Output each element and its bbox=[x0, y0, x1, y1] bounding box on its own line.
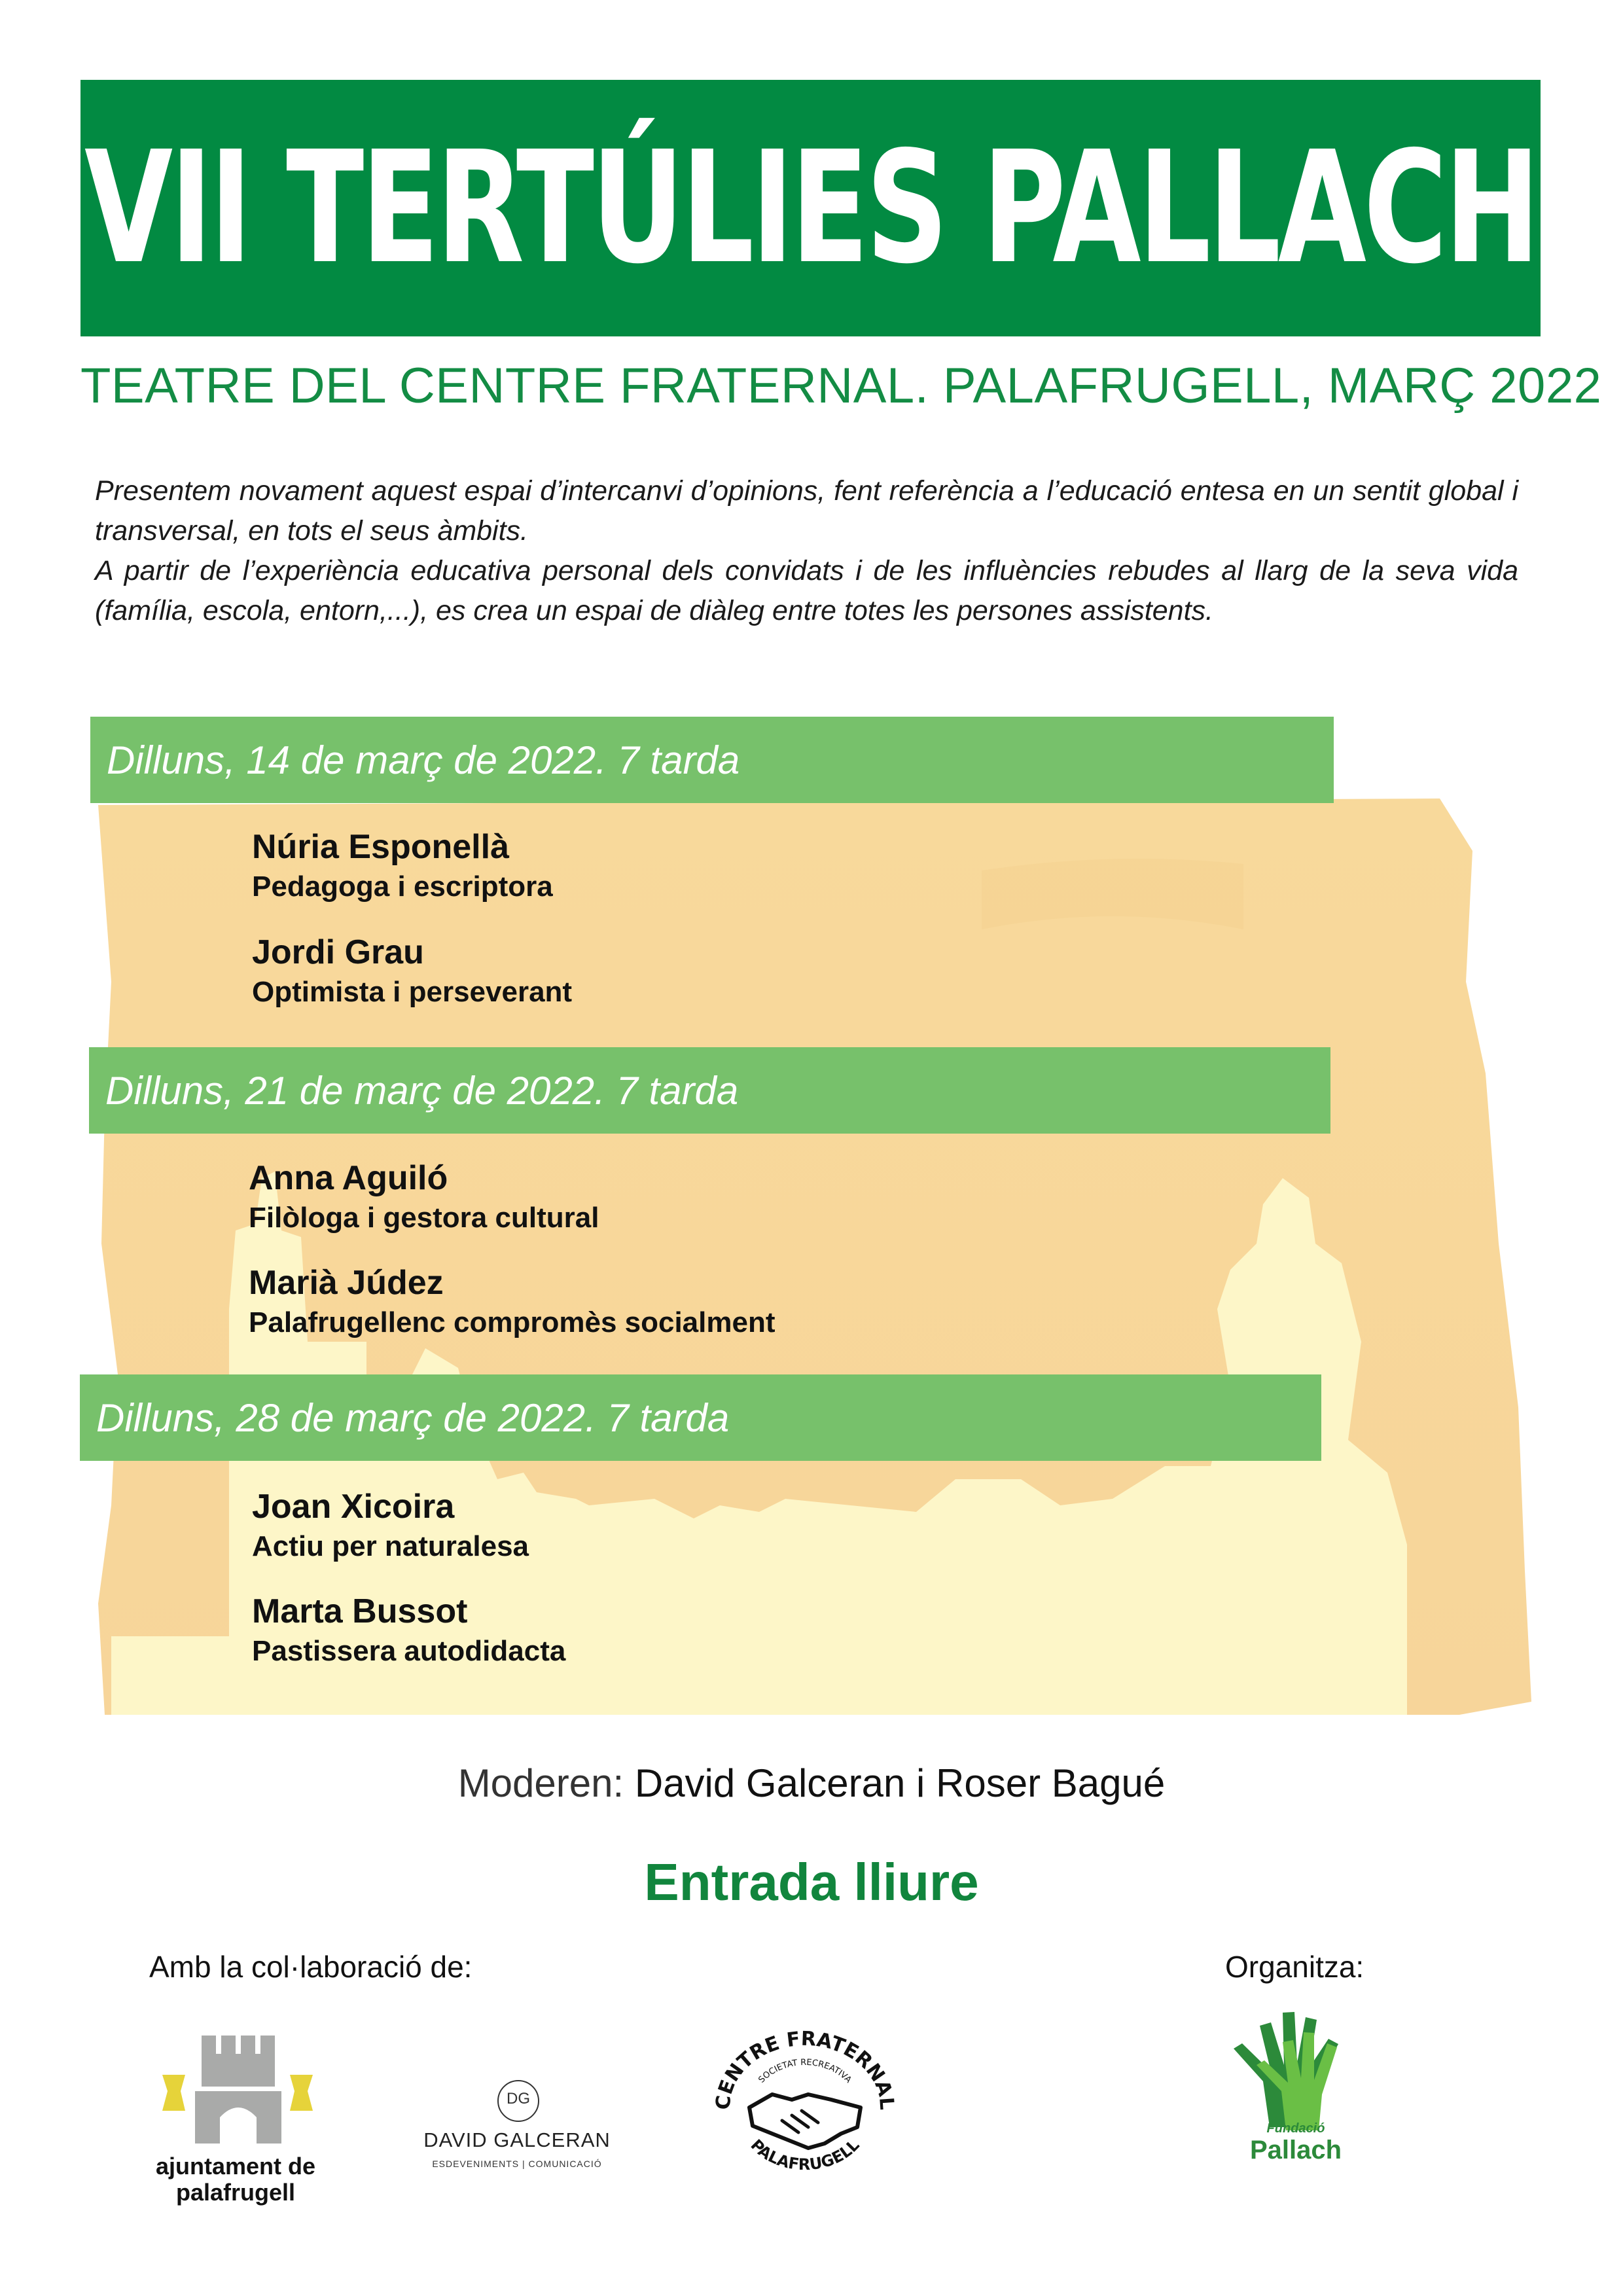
guest-role: Actiu per naturalesa bbox=[252, 1530, 529, 1562]
collaboration-label: Amb la col·laboració de: bbox=[149, 1950, 473, 1984]
fundacio-pallach-text bbox=[1230, 2121, 1361, 2164]
fundacio-pallach-hands-icon bbox=[1224, 2003, 1368, 2134]
guest-name: Anna Aguiló bbox=[249, 1159, 448, 1197]
svg-text:SOCIETAT RECREATIVA bbox=[757, 2058, 853, 2085]
moderators-label: Moderen: bbox=[457, 1761, 624, 1805]
guest-entry bbox=[249, 1157, 599, 1237]
guest-role: Optimista i perseverant bbox=[252, 976, 573, 1008]
session-date-bar bbox=[80, 1374, 1321, 1461]
intro-paragraph: Presentem novament aquest espai d’intercanvi d’opinions, fent referència a l’educació entesa en un sentit global i transversal, en tots el seus àmbits. bbox=[95, 475, 1518, 547]
moderators-line bbox=[0, 1761, 1623, 1806]
centre-fraternal-logo bbox=[710, 2029, 900, 2186]
guest-entry bbox=[249, 1262, 776, 1342]
centre-fraternal-top-text: CENTRE FRATERNAL bbox=[711, 2029, 899, 2111]
ajuntament-line1: ajuntament de bbox=[155, 2153, 316, 2179]
session-date-bar bbox=[89, 1047, 1330, 1134]
guest-entry bbox=[252, 931, 572, 1011]
session-date-bar bbox=[90, 717, 1334, 803]
guest-name: Núria Esponellà bbox=[252, 828, 509, 866]
guest-name: Joan Xicoira bbox=[252, 1488, 455, 1526]
svg-text:CENTRE FRATERNAL bbox=[711, 2029, 898, 2111]
intro-paragraph: A partir de l’experiència educativa personal dels convidats i de les influències rebudes al llarg de la seva vida (família, escola, entorn,...), es crea un espai de diàleg entre totes les persones assistents. bbox=[95, 555, 1518, 626]
svg-text:PALAFRUGELL bbox=[747, 2136, 863, 2174]
guest-entry bbox=[252, 826, 553, 906]
galceran-tagline: ESDEVENIMENTS | COMUNICACIÓ bbox=[432, 2159, 602, 2169]
guest-name: Marià Júdez bbox=[249, 1264, 444, 1302]
guest-entry bbox=[252, 1486, 529, 1566]
guest-role: Pedagoga i escriptora bbox=[252, 870, 553, 903]
venue-subtitle: TEATRE DEL CENTRE FRATERNAL. PALAFRUGELL, MARÇ 2022 bbox=[80, 358, 1602, 414]
guest-role: Filòloga i gestora cultural bbox=[249, 1202, 599, 1234]
organizer-label: Organitza: bbox=[1225, 1950, 1364, 1984]
session-date: Dilluns, 28 de març de 2022. 7 tarda bbox=[96, 1395, 730, 1440]
guest-role: Pastissera autodidacta bbox=[252, 1635, 566, 1667]
free-entry-note: Entrada lliure bbox=[644, 1853, 979, 1911]
ajuntament-line2: palafrugell bbox=[175, 2179, 296, 2206]
page-title: VII TERTÚLIES PALLACH bbox=[84, 118, 1537, 298]
moderators-names: David Galceran i Roser Bagué bbox=[634, 1761, 1166, 1805]
fundacio-line1: Fundació bbox=[1266, 2121, 1325, 2136]
galceran-name: DAVID GALCERAN bbox=[423, 2128, 611, 2151]
session-date: Dilluns, 14 de març de 2022. 7 tarda bbox=[107, 738, 740, 782]
guest-entry bbox=[252, 1590, 565, 1670]
galceran-monogram: DG bbox=[507, 2090, 530, 2108]
guest-name: Jordi Grau bbox=[252, 933, 424, 971]
guest-name: Marta Bussot bbox=[252, 1592, 468, 1630]
centre-fraternal-middle-text: SOCIETAT RECREATIVA bbox=[757, 2057, 853, 2085]
centre-fraternal-bottom-text: PALAFRUGELL bbox=[747, 2136, 863, 2174]
fundacio-line2: Pallach bbox=[1249, 2136, 1342, 2164]
guest-role: Palafrugellenc compromès socialment bbox=[249, 1306, 776, 1338]
session-date: Dilluns, 21 de març de 2022. 7 tarda bbox=[105, 1068, 739, 1113]
ajuntament-castle-icon bbox=[156, 2029, 319, 2147]
ajuntament-logo-text bbox=[137, 2153, 334, 2206]
